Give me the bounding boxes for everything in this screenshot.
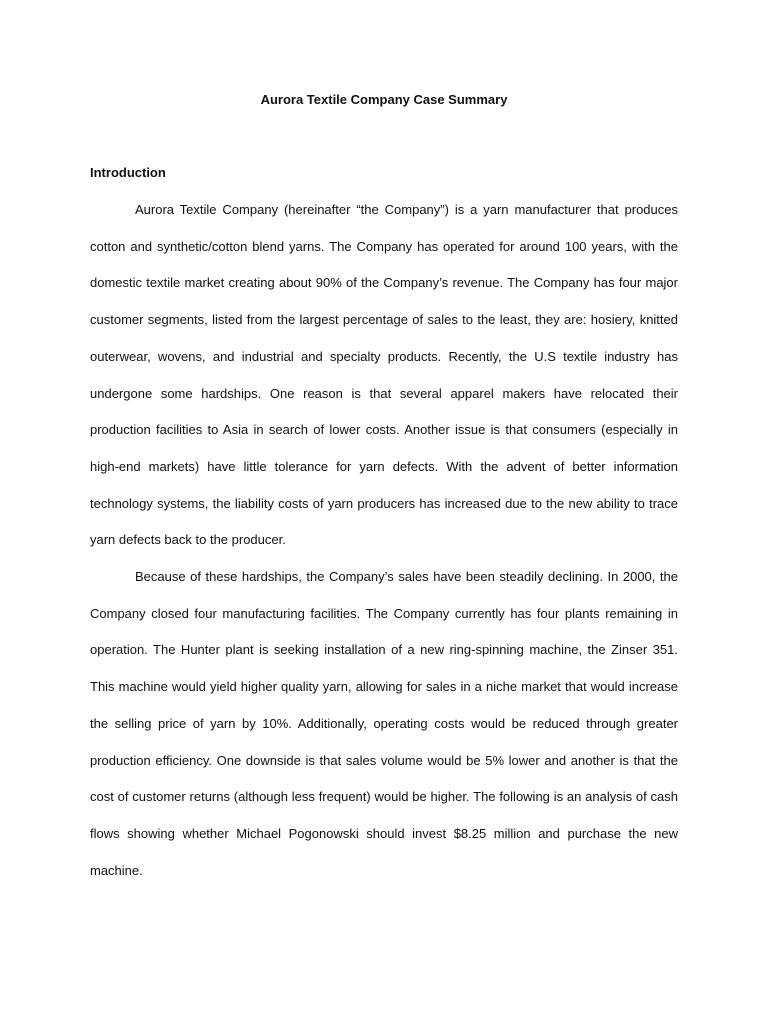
document-title: Aurora Textile Company Case Summary <box>260 92 508 107</box>
section-heading: Introduction <box>90 165 166 180</box>
paragraph-2: Because of these hardships, the Company’s sales have been steadily declining. In 2000, the Company closed four manufacturing facilities. The Company currently has four plants remaining in operation. The Hunter plant is seeking installation of a new ring-spinning machine, the Zinser 351. This machine would yield higher quality yarn, allowing for sales in a niche market that would increase the selling price of yarn by 10%. Additionally, operating costs would be reduced through greater production efficiency. One downside is that sales volume would be 5% lower and another is that the cost of customer returns (although less frequent) would be higher. The following is an analysis of cash flows showing whether Michael Pogonowski should invest $8.25 million and purchase the new machine. <box>90 569 678 878</box>
paragraph-1: Aurora Textile Company (hereinafter “the Company”) is a yarn manufacturer that produces cotton and synthetic/cotton blend yarns. The Company has operated for around 100 years, with the domestic textile market creating about 90% of the Company’s revenue. The Company has four major customer segments, listed from the largest percentage of sales to the least, they are: hosiery, knitted outerwear, wovens, and industrial and specialty products. Recently, the U.S textile industry has undergone some hardships. One reason is that several apparel makers have relocated their production facilities to Asia in search of lower costs. Another issue is that consumers (especially in high-end markets) have little tolerance for yarn defects. With the advent of better information technology systems, the liability costs of yarn producers has increased due to the new ability to trace yarn defects back to the producer. <box>90 202 678 548</box>
document-body <box>90 192 678 889</box>
